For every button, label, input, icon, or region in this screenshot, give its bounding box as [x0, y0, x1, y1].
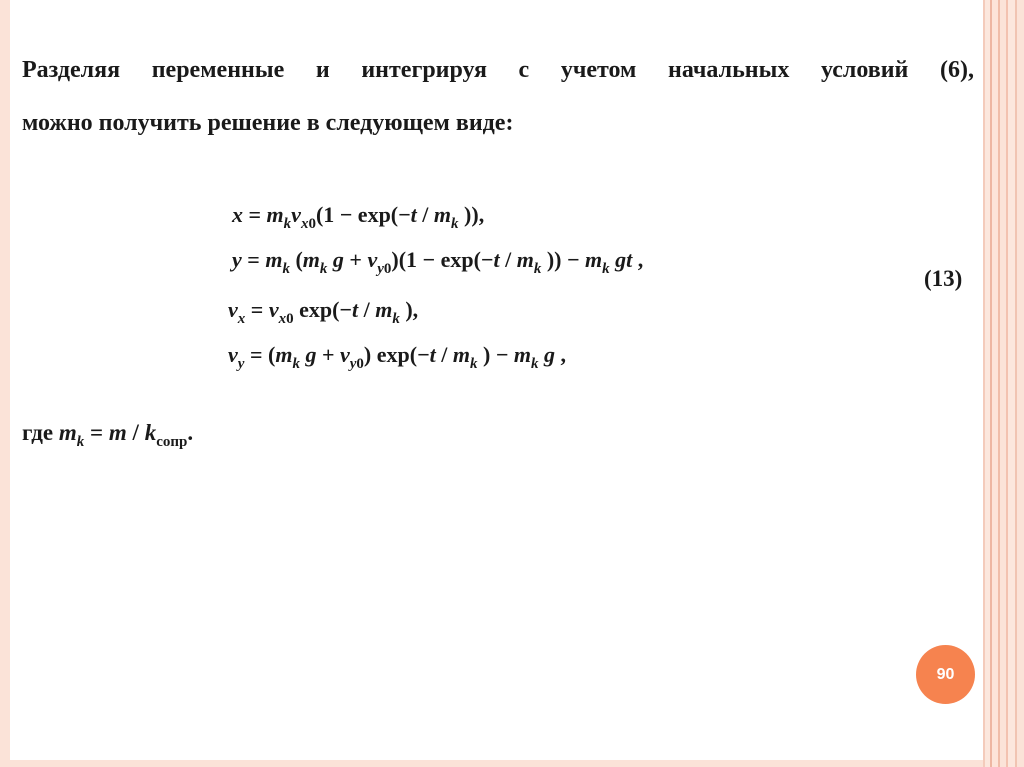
equation-vx: $v_x = v_{x0}$ $\exp(-t / m_k$ ), — [228, 297, 419, 327]
equation-number: (13) — [924, 266, 963, 291]
equation-y: $y = m_k$ ($m_k$ $g + v_{y0})(1 - \exp(-t / m_k$ )) − $m_k$ gt , — [232, 247, 644, 277]
where-definition: где $m_k = m / k_{сопр}$. — [22, 420, 194, 450]
paragraph-line-2: можно получить решение в следующем виде: — [22, 110, 514, 136]
equation-x: $x = m_kv_{x0}(1 - \exp(-t / m_k$ )), — [232, 202, 485, 232]
left-frame-border — [0, 0, 10, 767]
decorative-stripes — [983, 0, 1024, 767]
paragraph-line-1: Разделяя переменные и интегрируя с учетом начальных условий (6), — [22, 57, 974, 83]
equation-vy: $v_y = (m_k$ $g + v_{y0}$) $\exp(-t / m_k$ ) − $m_k$ g , — [228, 342, 566, 372]
bottom-frame-border — [0, 760, 985, 767]
page-number-badge: 90 — [916, 645, 975, 704]
